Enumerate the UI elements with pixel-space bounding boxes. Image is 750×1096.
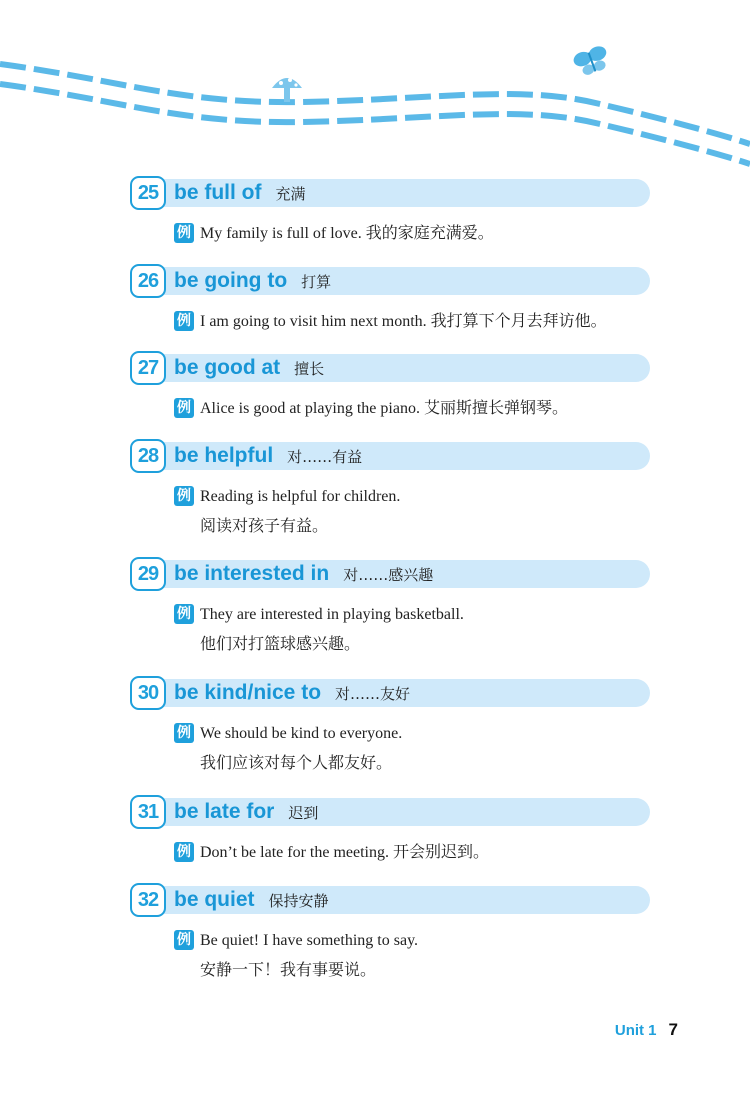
entry-number: 31 bbox=[130, 795, 166, 829]
mushroom-icon bbox=[272, 78, 302, 102]
entry-phrase: be quiet bbox=[174, 888, 255, 911]
example-translation: 安静一下！我有事要说。 bbox=[200, 962, 377, 979]
entry-phrase-line bbox=[174, 266, 331, 297]
entry-number: 25 bbox=[130, 176, 166, 210]
entry-meaning: 擅长 bbox=[294, 360, 325, 378]
entry-phrase-line bbox=[174, 441, 362, 472]
entry-phrase-line bbox=[174, 797, 318, 828]
example-sentence: Alice is good at playing the piano. 艾丽斯擅长弹钢琴。 bbox=[200, 400, 568, 417]
vocab-entry bbox=[130, 178, 650, 246]
entry-phrase: be interested in bbox=[174, 562, 330, 585]
vocab-entry bbox=[130, 885, 650, 983]
entry-meaning: 充满 bbox=[275, 185, 306, 203]
entry-meaning: 对……感兴趣 bbox=[343, 566, 434, 584]
entry-meaning: 对……有益 bbox=[287, 448, 363, 466]
entry-header bbox=[130, 266, 650, 296]
entry-meaning: 对……友好 bbox=[335, 685, 411, 703]
example-marker-icon: 例 bbox=[174, 486, 194, 506]
entry-phrase-line bbox=[174, 885, 329, 916]
example-sentence: They are interested in playing basketball. bbox=[200, 606, 464, 623]
entry-phrase: be late for bbox=[174, 800, 275, 823]
entry-phrase: be going to bbox=[174, 269, 288, 292]
entry-phrase-line bbox=[174, 178, 306, 209]
entry-phrase: be helpful bbox=[174, 444, 274, 467]
entry-meaning: 打算 bbox=[301, 273, 332, 291]
entry-header bbox=[130, 797, 650, 827]
entry-header bbox=[130, 178, 650, 208]
vocab-entry bbox=[130, 559, 650, 657]
vocab-entry bbox=[130, 797, 650, 865]
example-marker-icon: 例 bbox=[174, 723, 194, 743]
example-sentence: Be quiet! I have something to say. bbox=[200, 932, 419, 949]
entry-phrase-line bbox=[174, 353, 324, 384]
entry-phrase-line bbox=[174, 678, 410, 709]
entry-header bbox=[130, 559, 650, 589]
entry-number: 27 bbox=[130, 351, 166, 385]
example-block bbox=[174, 485, 650, 539]
example-block bbox=[174, 603, 650, 657]
entry-number: 30 bbox=[130, 676, 166, 710]
entry-phrase-line bbox=[174, 559, 433, 590]
entry-phrase: be kind/nice to bbox=[174, 681, 322, 704]
entry-header bbox=[130, 678, 650, 708]
page-footer bbox=[615, 1020, 678, 1040]
entry-number: 32 bbox=[130, 883, 166, 917]
example-block bbox=[174, 841, 650, 865]
entry-number: 28 bbox=[130, 439, 166, 473]
vocab-entry bbox=[130, 441, 650, 539]
example-marker-icon: 例 bbox=[174, 842, 194, 862]
example-block bbox=[174, 310, 650, 334]
example-translation: 阅读对孩子有益。 bbox=[200, 518, 329, 535]
example-marker-icon: 例 bbox=[174, 930, 194, 950]
example-sentence: We should be kind to everyone. bbox=[200, 725, 403, 742]
example-marker-icon: 例 bbox=[174, 604, 194, 624]
entry-header bbox=[130, 441, 650, 471]
example-block bbox=[174, 222, 650, 246]
example-sentence: Reading is helpful for children. bbox=[200, 488, 401, 505]
entry-phrase: be full of bbox=[174, 181, 262, 204]
example-sentence: I am going to visit him next month. 我打算下个月去拜访他。 bbox=[200, 313, 607, 330]
example-marker-icon: 例 bbox=[174, 311, 194, 331]
entry-phrase: be good at bbox=[174, 356, 281, 379]
unit-label: Unit 1 bbox=[614, 1022, 657, 1039]
entry-number: 26 bbox=[130, 264, 166, 298]
example-marker-icon: 例 bbox=[174, 223, 194, 243]
entry-header bbox=[130, 353, 650, 383]
example-sentence: My family is full of love. 我的家庭充满爱。 bbox=[200, 225, 494, 242]
entry-meaning: 迟到 bbox=[288, 804, 319, 822]
example-marker-icon: 例 bbox=[174, 398, 194, 418]
example-block bbox=[174, 722, 650, 776]
example-translation: 我们应该对每个人都友好。 bbox=[200, 755, 393, 772]
entry-number: 29 bbox=[130, 557, 166, 591]
example-translation: 他们对打篮球感兴趣。 bbox=[200, 636, 361, 653]
page-number: 7 bbox=[668, 1020, 678, 1039]
header-decoration bbox=[0, 0, 750, 170]
vocab-entry bbox=[130, 353, 650, 421]
entry-meaning: 保持安静 bbox=[268, 892, 329, 910]
butterfly-icon bbox=[572, 44, 612, 78]
vocab-entry bbox=[130, 678, 650, 776]
vocab-entry bbox=[130, 266, 650, 334]
entry-header bbox=[130, 885, 650, 915]
example-block bbox=[174, 397, 650, 421]
example-block bbox=[174, 929, 650, 983]
example-sentence: Don’t be late for the meeting. 开会别迟到。 bbox=[200, 844, 489, 861]
